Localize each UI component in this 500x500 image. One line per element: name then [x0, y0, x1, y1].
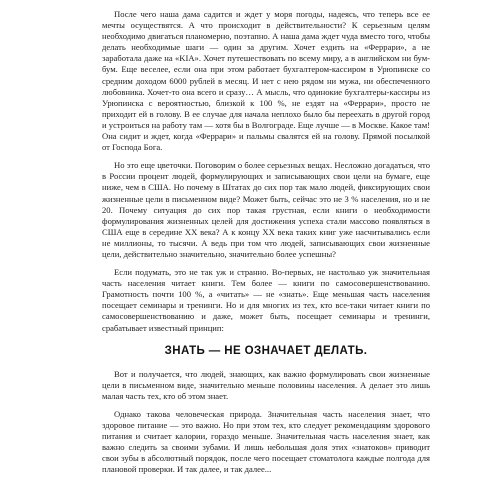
paragraph-1: После чего наша дама садится и ждет у моря погоды, надеясь, что теперь все ее мечты осуществятся. А что происходит в действительности? К серьезным целям необходимо двигаться планомерно, поэтапно. А наша дама ждет чуда вместо того, чтобы делать необходимые шаги — один за другим. Хочет ездить на «Феррари», а не заработала даже на «KIA». Хочет путешествовать по всему миру, а в английском ни бум-бум. Еще веселее, если она при этом работает бухгалтером-кассиром в Урюпинске со средним доходом 6000 рублей в месяц. И нет с нею рядом ни мужа, ни обеспеченного любовника. Хочет-то она всего и сразу… А мысль, что одинокие бухгалтеры-кассиры из Урюпинска с вероятностью, близкой к 100 %, не ездят на «Феррари», просто не приходит ей в голову. В ее случае для начала неплохо было бы переехать в другой город и устроиться на работу там — хотя бы в Волгограде. Еще лучше — в Москве. Какое там! Она сидит и ждет, когда «Феррари» и пальмы свалятся ей на голову. Прямой посылкой от Господа Бога.	[102, 9, 430, 153]
paragraph-2: Но это еще цветочки. Поговорим о более серьезных вещах. Несложно догадаться, что в России процент людей, формулирующих и записывающих свои цели на бумаге, еще ниже, чем в США. Но почему в Штатах до сих пор так мало людей, фиксирующих свои жизненные цели в письменном виде? Может быть, сейчас это не 3 % населения, но и не 20. Почему ситуация до сих пор такая грустная, если книги о необходимости формулирования жизненных целей для достижения успеха стали массово появляться в США еще в середине XX века? А к концу XX века таких книг уже насчитывались если не миллионы, то тысячи. А ведь при том что людей, записывающих свои жизненные цели, действительно значительно, значительно более успешны?	[102, 160, 430, 259]
paragraph-3: Если подумать, это не так уж и странно. Во-первых, не настолько уж значительная часть населения читает книги. Тем более — книги по самосовершенствованию. Грамотность почти 100 %, а «читать» — не «знать». Еще меньшая часть населения посещает семинары и тренинги. Но и для многих из тех, кто все-таки читает книги по самосовершенствованию и даже, может быть, посещает семинары и тренинги, срабатывает известный принцип:	[102, 267, 430, 333]
section-heading: ЗНАТЬ — НЕ ОЗНАЧАЕТ ДЕЛАТЬ.	[164, 344, 368, 357]
document-page	[102, 9, 430, 476]
paragraph-5: Однако такова человеческая природа. Значительная часть населения знает, что здоровое питание — это важно. Но при этом тех, кто следует рекомендациям здорового питания и считает калории, гораздо меньше. Значительная часть населения знает, как важно следить за своими зубами. И лишь небольшая доля этих «знатоков» приводит свои зубы в абсолютный порядок, после чего посещает стоматолога каждые полгода для плановой проверки. И так далее, и так далее...	[102, 409, 430, 475]
paragraph-4: Вот и получается, что людей, знающих, как важно формулировать свои жизненные цели в письменном виде, значительно меньше половины населения. А делает это лишь малая часть тех, кто об этом знает.	[102, 368, 430, 401]
